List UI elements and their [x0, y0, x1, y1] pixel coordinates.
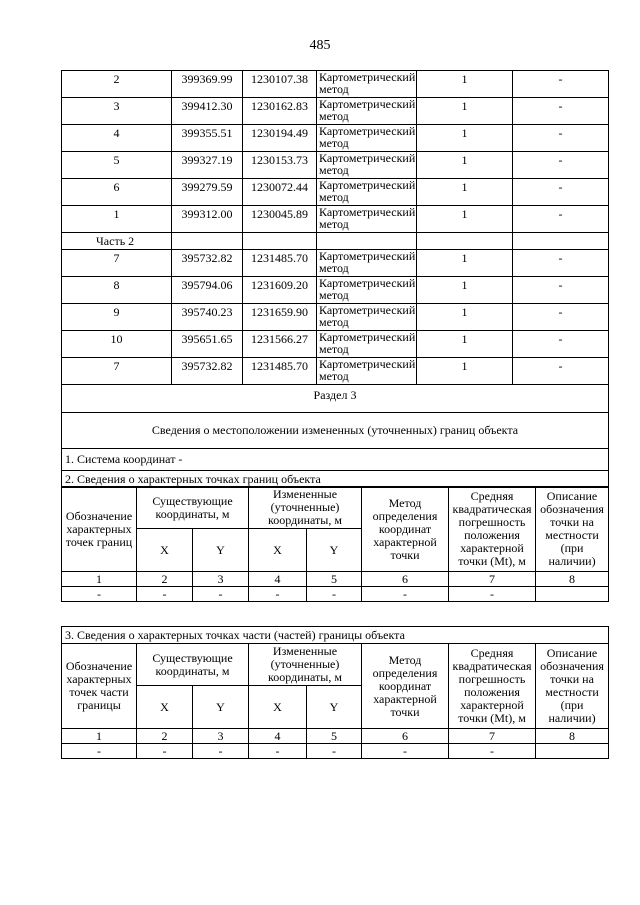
description: - — [513, 71, 609, 98]
method: Картометрический метод — [317, 358, 417, 385]
method: Картометрический метод — [317, 331, 417, 358]
column-number-row — [62, 572, 609, 587]
accuracy: 1 — [417, 206, 513, 233]
description: - — [513, 98, 609, 125]
column-number: 6 — [362, 729, 449, 744]
points-caption-row — [62, 471, 609, 488]
coord-x: 395794.06 — [172, 277, 243, 304]
point-number: 7 — [62, 250, 172, 277]
coord-x: 399369.99 — [172, 71, 243, 98]
description: - — [513, 277, 609, 304]
header-row — [62, 644, 609, 686]
coord-y-header: Y — [307, 686, 362, 729]
point-label-header: Обозначение характерных точек части границы — [62, 644, 137, 729]
coord-y: 1231609.20 — [243, 277, 317, 304]
coord-y: 1231485.70 — [243, 358, 317, 385]
coord-x: 395732.82 — [172, 358, 243, 385]
empty-value: - — [137, 587, 193, 602]
column-number: 7 — [449, 729, 536, 744]
coord-system-row — [62, 449, 609, 471]
table-row — [62, 744, 609, 759]
accuracy: 1 — [417, 125, 513, 152]
table-row — [62, 304, 609, 331]
section-subtitle: Сведения о местоположении измененных (уточненных) границ объекта — [62, 413, 609, 449]
table-row — [62, 587, 609, 602]
coord-y: 1231566.27 — [243, 331, 317, 358]
empty-cell — [317, 233, 417, 250]
method: Картометрический метод — [317, 152, 417, 179]
column-number: 1 — [62, 572, 137, 587]
point-number: 1 — [62, 206, 172, 233]
coord-y: 1231659.90 — [243, 304, 317, 331]
point-number: 10 — [62, 331, 172, 358]
empty-value: - — [249, 587, 307, 602]
accuracy: 1 — [417, 152, 513, 179]
method: Картометрический метод — [317, 304, 417, 331]
table-row — [62, 152, 609, 179]
table-row — [62, 250, 609, 277]
description-header: Описание обозначения точки на местности (при наличии) — [536, 644, 609, 729]
coord-system: 1. Система координат - — [62, 449, 609, 471]
coord-x-header: X — [249, 686, 307, 729]
coord-x: 399327.19 — [172, 152, 243, 179]
table-row — [62, 331, 609, 358]
description: - — [513, 125, 609, 152]
column-number: 6 — [362, 572, 449, 587]
point-number: 3 — [62, 98, 172, 125]
column-number: 5 — [307, 572, 362, 587]
coord-y-header: Y — [307, 529, 362, 572]
coord-x-header: X — [137, 686, 193, 729]
point-number: 2 — [62, 71, 172, 98]
method: Картометрический метод — [317, 206, 417, 233]
accuracy: 1 — [417, 358, 513, 385]
coord-y-header: Y — [193, 529, 249, 572]
method: Картометрический метод — [317, 277, 417, 304]
column-number: 8 — [536, 572, 609, 587]
coord-x: 399312.00 — [172, 206, 243, 233]
table-row — [62, 206, 609, 233]
coord-x: 395740.23 — [172, 304, 243, 331]
coord-x: 395732.82 — [172, 250, 243, 277]
method: Картометрический метод — [317, 98, 417, 125]
empty-cell — [417, 233, 513, 250]
description: - — [513, 331, 609, 358]
existing-coords-header: Существующие координаты, м — [137, 487, 249, 529]
empty-cell — [243, 233, 317, 250]
point-number: 7 — [62, 358, 172, 385]
part-label: Часть 2 — [62, 233, 172, 250]
coord-y: 1230162.83 — [243, 98, 317, 125]
caption-row — [62, 627, 609, 644]
accuracy: 1 — [417, 304, 513, 331]
point-number: 8 — [62, 277, 172, 304]
empty-value — [536, 744, 609, 759]
column-number: 4 — [249, 572, 307, 587]
page-number: 485 — [309, 38, 331, 53]
empty-value: - — [449, 744, 536, 759]
part-points-table — [61, 626, 609, 759]
description-header: Описание обозначения точки на местности (при наличии) — [536, 487, 609, 572]
description: - — [513, 152, 609, 179]
coord-x-header: X — [137, 529, 193, 572]
coord-y: 1231485.70 — [243, 250, 317, 277]
coord-y: 1230045.89 — [243, 206, 317, 233]
column-number: 8 — [536, 729, 609, 744]
column-number: 5 — [307, 729, 362, 744]
method-header: Метод определения координат характерной точки — [362, 487, 449, 572]
empty-value: - — [307, 744, 362, 759]
changed-coords-header: Измененные (уточненные) координаты, м — [249, 487, 362, 529]
coord-y: 1230107.38 — [243, 71, 317, 98]
point-number: 4 — [62, 125, 172, 152]
empty-value: - — [137, 744, 193, 759]
table-row — [62, 358, 609, 385]
empty-value — [536, 587, 609, 602]
column-number-row — [62, 729, 609, 744]
accuracy: 1 — [417, 98, 513, 125]
empty-value: - — [62, 744, 137, 759]
description: - — [513, 250, 609, 277]
accuracy: 1 — [417, 277, 513, 304]
coord-x-header: X — [249, 529, 307, 572]
empty-cell — [172, 233, 243, 250]
accuracy: 1 — [417, 179, 513, 206]
empty-value: - — [193, 744, 249, 759]
empty-value: - — [249, 744, 307, 759]
accuracy: 1 — [417, 250, 513, 277]
column-number: 2 — [137, 729, 193, 744]
coord-x: 399279.59 — [172, 179, 243, 206]
description: - — [513, 206, 609, 233]
accuracy-header: Средняя квадратическая погрешность положения характерной точки (Mt), м — [449, 487, 536, 572]
empty-value: - — [362, 587, 449, 602]
header-row — [62, 487, 609, 529]
empty-value: - — [193, 587, 249, 602]
coord-y: 1230072.44 — [243, 179, 317, 206]
point-label-header: Обозначение характерных точек границ — [62, 487, 137, 572]
column-number: 2 — [137, 572, 193, 587]
coord-y-header: Y — [193, 686, 249, 729]
table-row — [62, 71, 609, 98]
description: - — [513, 179, 609, 206]
point-number: 9 — [62, 304, 172, 331]
column-number: 4 — [249, 729, 307, 744]
accuracy: 1 — [417, 331, 513, 358]
method: Картометрический метод — [317, 71, 417, 98]
table-row — [62, 277, 609, 304]
accuracy-header: Средняя квадратическая погрешность положения характерной точки (Mt), м — [449, 644, 536, 729]
column-number: 3 — [193, 572, 249, 587]
empty-value: - — [62, 587, 137, 602]
changed-coords-header: Измененные (уточненные) координаты, м — [249, 644, 362, 686]
parts-caption: 3. Сведения о характерных точках части (частей) границы объекта — [62, 627, 609, 644]
point-number: 5 — [62, 152, 172, 179]
accuracy: 1 — [417, 71, 513, 98]
table-row — [62, 179, 609, 206]
empty-value: - — [362, 744, 449, 759]
method-header: Метод определения координат характерной точки — [362, 644, 449, 729]
points-caption: 2. Сведения о характерных точках границ объекта — [62, 471, 609, 488]
existing-coords-header: Существующие координаты, м — [137, 644, 249, 686]
coord-x: 399412.30 — [172, 98, 243, 125]
table-row — [62, 98, 609, 125]
method: Картометрический метод — [317, 179, 417, 206]
coord-x: 395651.65 — [172, 331, 243, 358]
column-number: 1 — [62, 729, 137, 744]
method: Картометрический метод — [317, 250, 417, 277]
coord-y: 1230194.49 — [243, 125, 317, 152]
point-number: 6 — [62, 179, 172, 206]
part-label-row — [62, 233, 609, 250]
empty-value: - — [307, 587, 362, 602]
method: Картометрический метод — [317, 125, 417, 152]
section-subtitle-row — [62, 413, 609, 449]
description: - — [513, 304, 609, 331]
empty-value: - — [449, 587, 536, 602]
section-row — [62, 385, 609, 413]
boundary-points-table — [61, 486, 609, 602]
section-title: Раздел 3 — [62, 385, 609, 413]
coordinates-table — [61, 70, 609, 488]
description: - — [513, 358, 609, 385]
column-number: 3 — [193, 729, 249, 744]
coord-x: 399355.51 — [172, 125, 243, 152]
empty-cell — [513, 233, 609, 250]
table-row — [62, 125, 609, 152]
column-number: 7 — [449, 572, 536, 587]
coord-y: 1230153.73 — [243, 152, 317, 179]
